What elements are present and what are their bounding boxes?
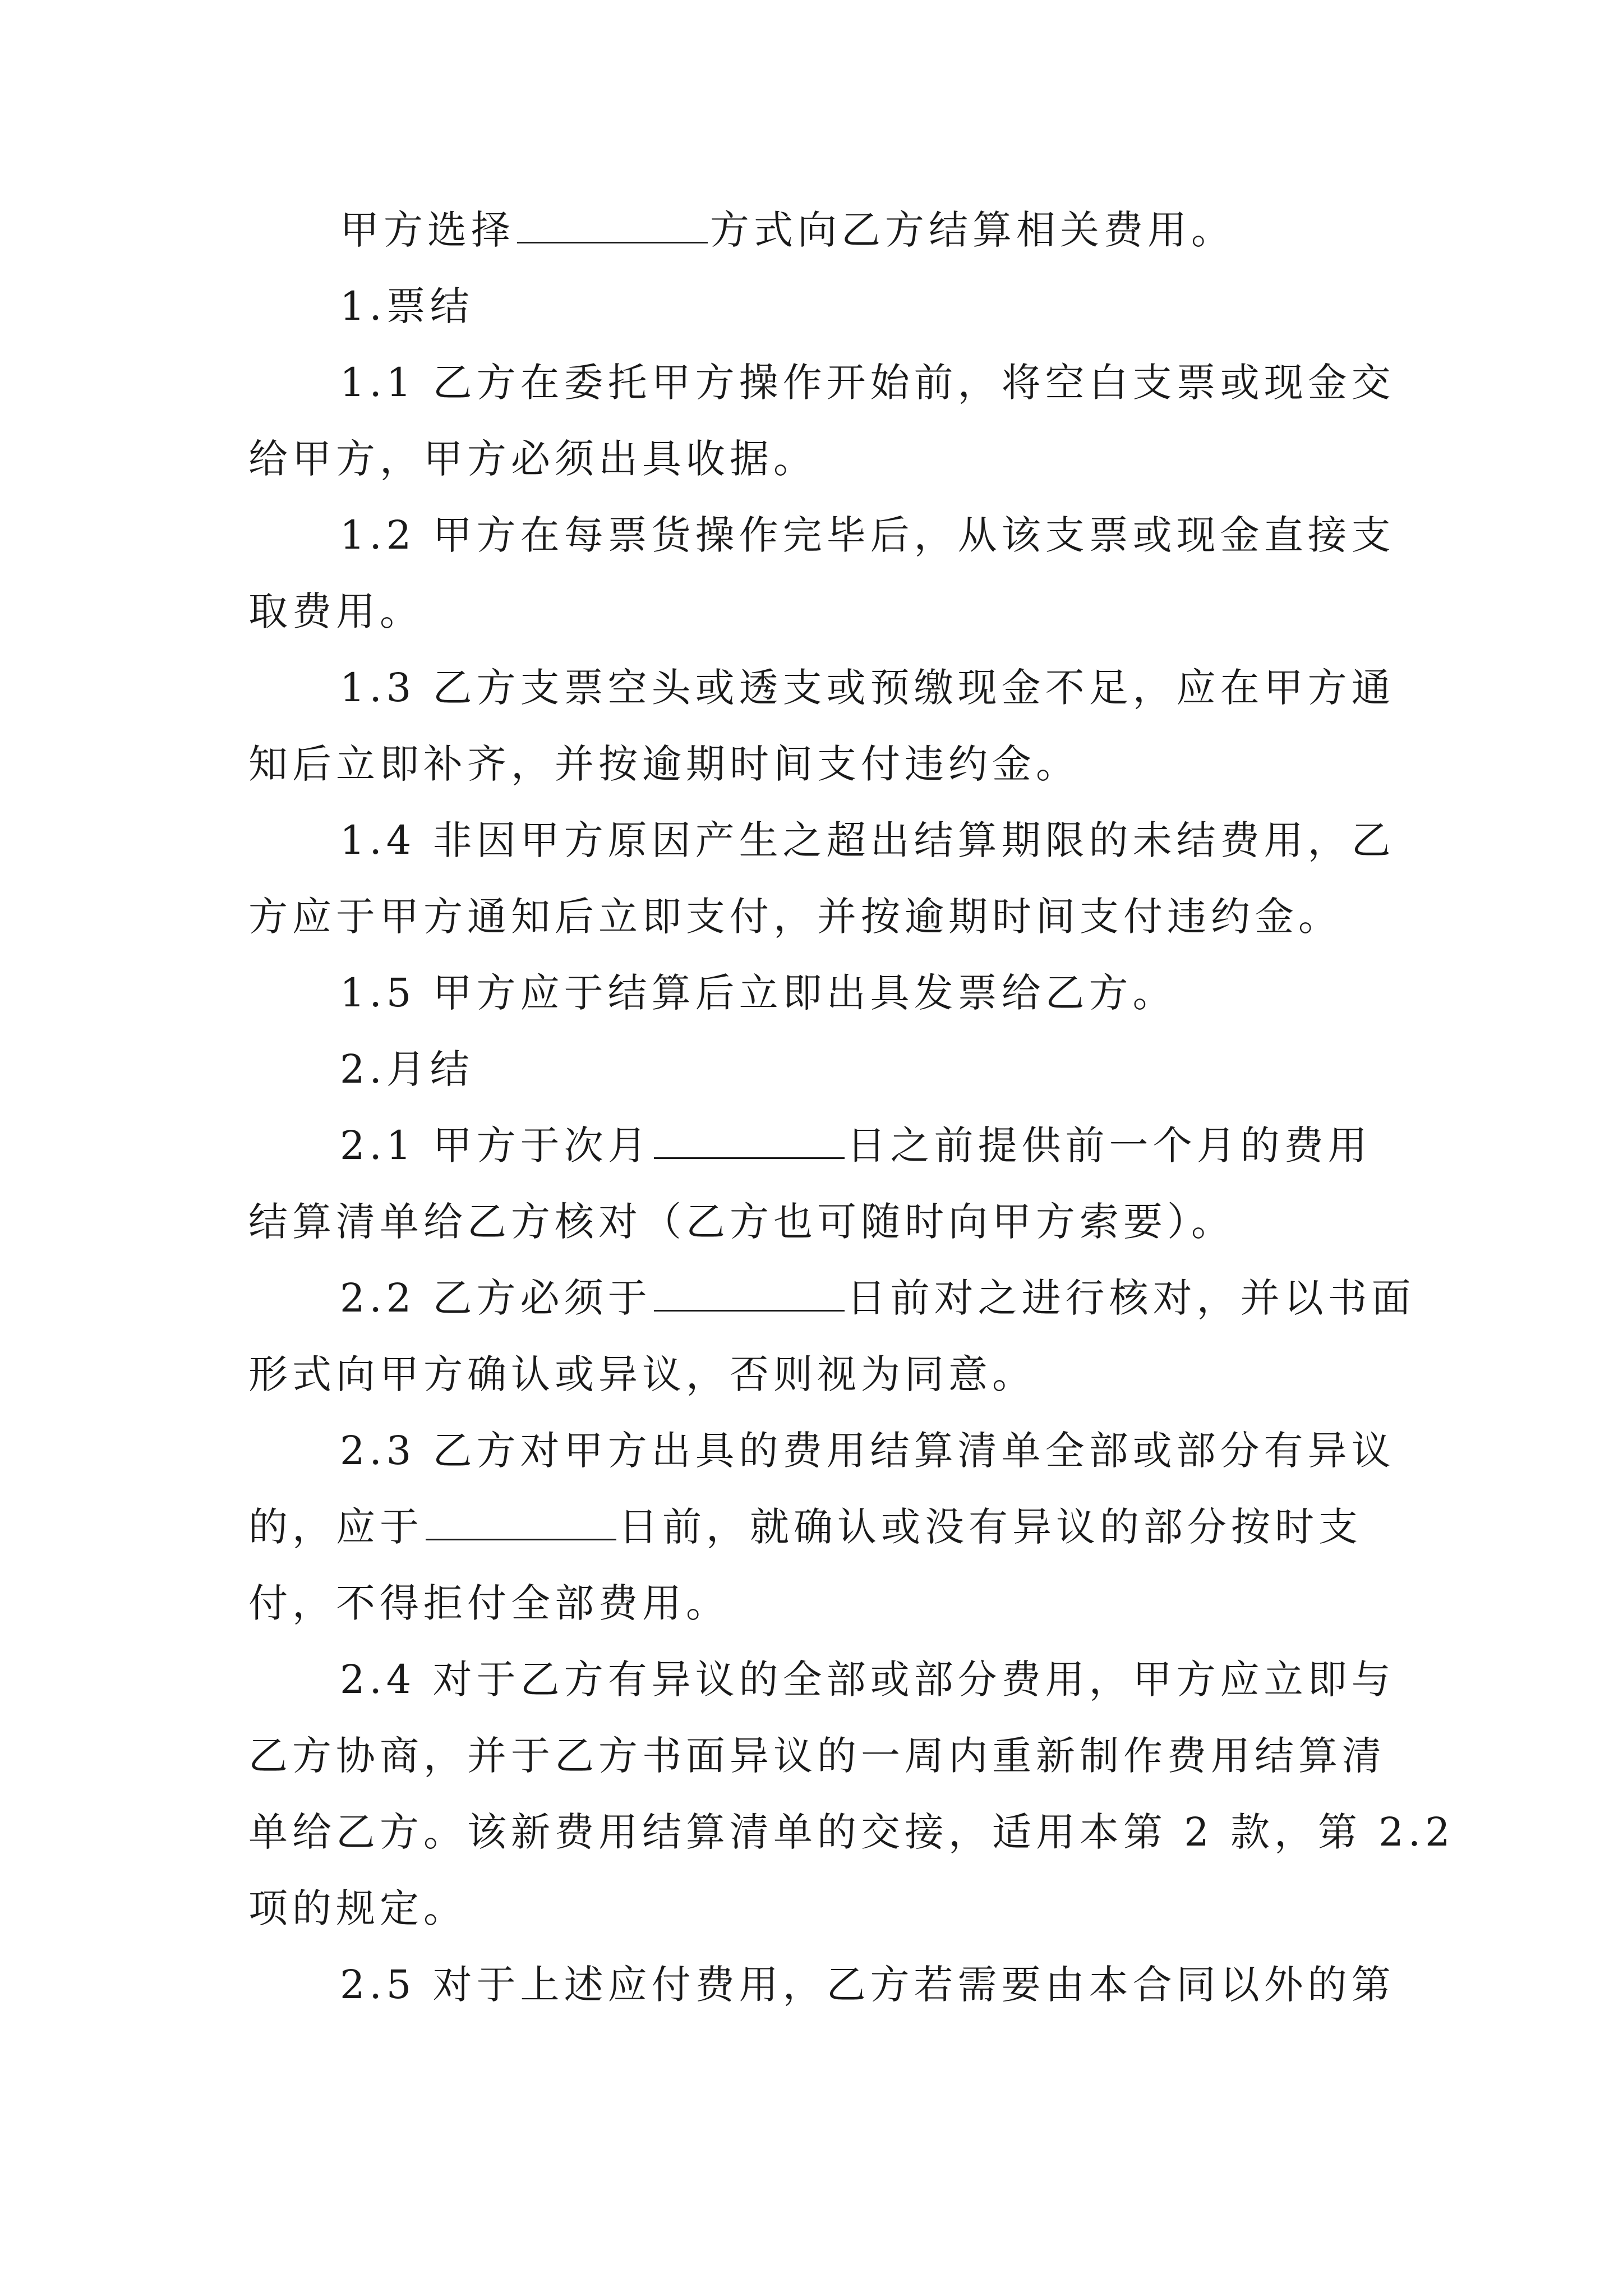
paragraph-line: 2.3 乙方对甲方出具的费用结算清单全部或部分有异议 [340,1428,1395,1474]
paragraph-line: 取费用。 [248,588,423,634]
paragraph-line: 2.5 对于上述应付费用，乙方若需要由本合同以外的第 [340,1962,1395,2008]
section-heading: 1.票结 [340,283,474,329]
paragraph-line: 形式向甲方确认或异议，否则视为同意。 [248,1351,1036,1397]
paragraph-line: 知后立即补齐，并按逾期时间支付违约金。 [248,741,1080,787]
paragraph-line: 1.4 非因甲方原因产生之超出结算期限的未结费用，乙 [340,817,1395,863]
paragraph-line: 2.1 甲方于次月 日之前提供前一个月的费用 [340,1122,1372,1168]
paragraph-line: 付，不得拒付全部费用。 [248,1580,730,1626]
paragraph-line: 方应于甲方通知后立即支付，并按逾期时间支付违约金。 [248,894,1342,940]
fill-in-blank [426,1505,616,1540]
paragraph-line: 2.2 乙方必须于 日前对之进行核对，并以书面 [340,1275,1415,1321]
paragraph-line: 乙方协商，并于乙方书面异议的一周内重新制作费用结算清 [248,1733,1386,1779]
paragraph-line: 1.3 乙方支票空头或透支或预缴现金不足，应在甲方通 [340,665,1395,711]
fill-in-blank [654,1124,845,1159]
paragraph-line: 的，应于 日前，就确认或没有异议的部分按时支 [248,1504,1362,1550]
fill-in-blank [654,1276,845,1312]
paragraph-line: 结算清单给乙方核对（乙方也可随时向甲方索要）。 [248,1199,1235,1245]
section-heading: 2.月结 [340,1046,474,1092]
paragraph-line: 单给乙方。该新费用结算清单的交接，适用本第 2 款，第 2.2 [248,1809,1455,1855]
paragraph-line: 甲方选择 方式向乙方结算相关费用。 [340,207,1235,253]
paragraph-line: 给甲方，甲方必须出具收据。 [248,436,817,482]
paragraph-line: 2.4 对于乙方有异议的全部或部分费用，甲方应立即与 [340,1657,1395,1703]
paragraph-line: 1.1 乙方在委托甲方操作开始前，将空白支票或现金交 [340,360,1395,406]
paragraph-line: 1.2 甲方在每票货操作完毕后，从该支票或现金直接支 [340,512,1395,558]
paragraph-line: 1.5 甲方应于结算后立即出具发票给乙方。 [340,970,1177,1016]
fill-in-blank [517,208,708,243]
paragraph-line: 项的规定。 [248,1885,467,1931]
